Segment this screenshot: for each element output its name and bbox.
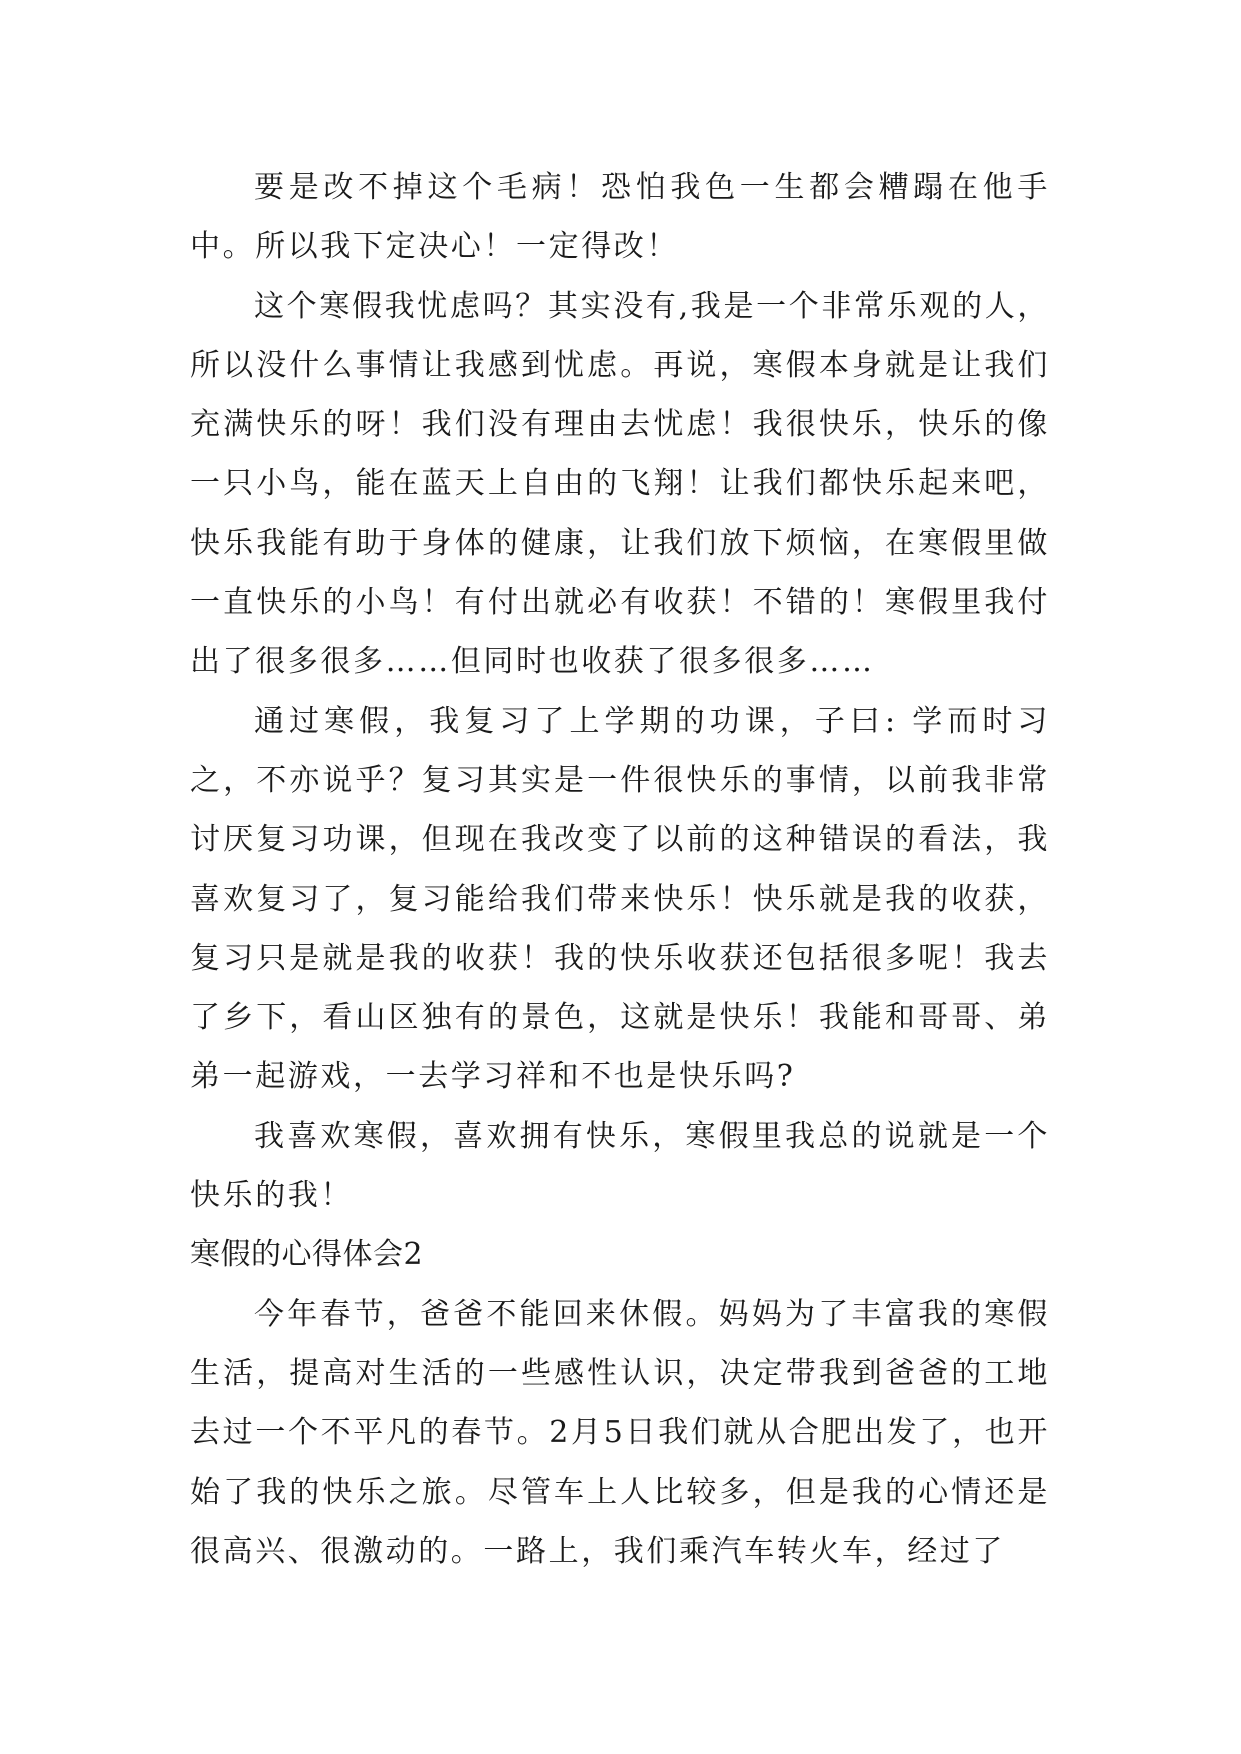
section-heading: 寒假的心得体会2	[190, 1237, 424, 1273]
paragraph: 今年春节，爸爸不能回来休假。妈妈为了丰富我的寒假生活，提高对生活的一些感性认识，决定带我到爸爸的工地去过一个不平凡的春节。2月5日我们就从合肥出发了，也开始了我的快乐之旅。尽管车上人比较多，但是我的心情还是很高兴、很激动的。一路上，我们乘汽车转火车，经过了	[190, 1296, 1050, 1569]
paragraph: 要是改不掉这个毛病！恐怕我色一生都会糟蹋在他手中。所以我下定决心！一定得改！	[190, 170, 1050, 265]
paragraph: 我喜欢寒假，喜欢拥有快乐，寒假里我总的说就是一个快乐的我！	[190, 1118, 1050, 1214]
paragraph: 这个寒假我忧虑吗？其实没有,我是一个非常乐观的人，所以没什么事情让我感到忧虑。再说，寒假本身就是让我们充满快乐的呀！我们没有理由去忧虑！我很快乐，快乐的像一只小鸟，能在蓝天上自由的飞翔！让我们都快乐起来吧，快乐我能有助于身体的健康，让我们放下烦恼，在寒假里做一直快乐的小鸟！有付出就必有收获！不错的！寒假里我付出了很多很多……但同时也收获了很多很多……	[190, 288, 1050, 680]
document-body	[190, 158, 1050, 1581]
paragraph: 通过寒假，我复习了上学期的功课，子曰: 学而时习之，不亦说乎？复习其实是一件很快乐的事情，以前我非常讨厌复习功课，但现在我改变了以前的这种错误的看法，我喜欢复习了，复习能给我们带来快乐！快乐就是我的收获，复习只是就是我的收获！我的快乐收获还包括很多呢！我去了乡下，看山区独有的景色，这就是快乐！我能和哥哥、弟弟一起游戏，一去学习祥和不也是快乐吗?	[190, 703, 1050, 1095]
